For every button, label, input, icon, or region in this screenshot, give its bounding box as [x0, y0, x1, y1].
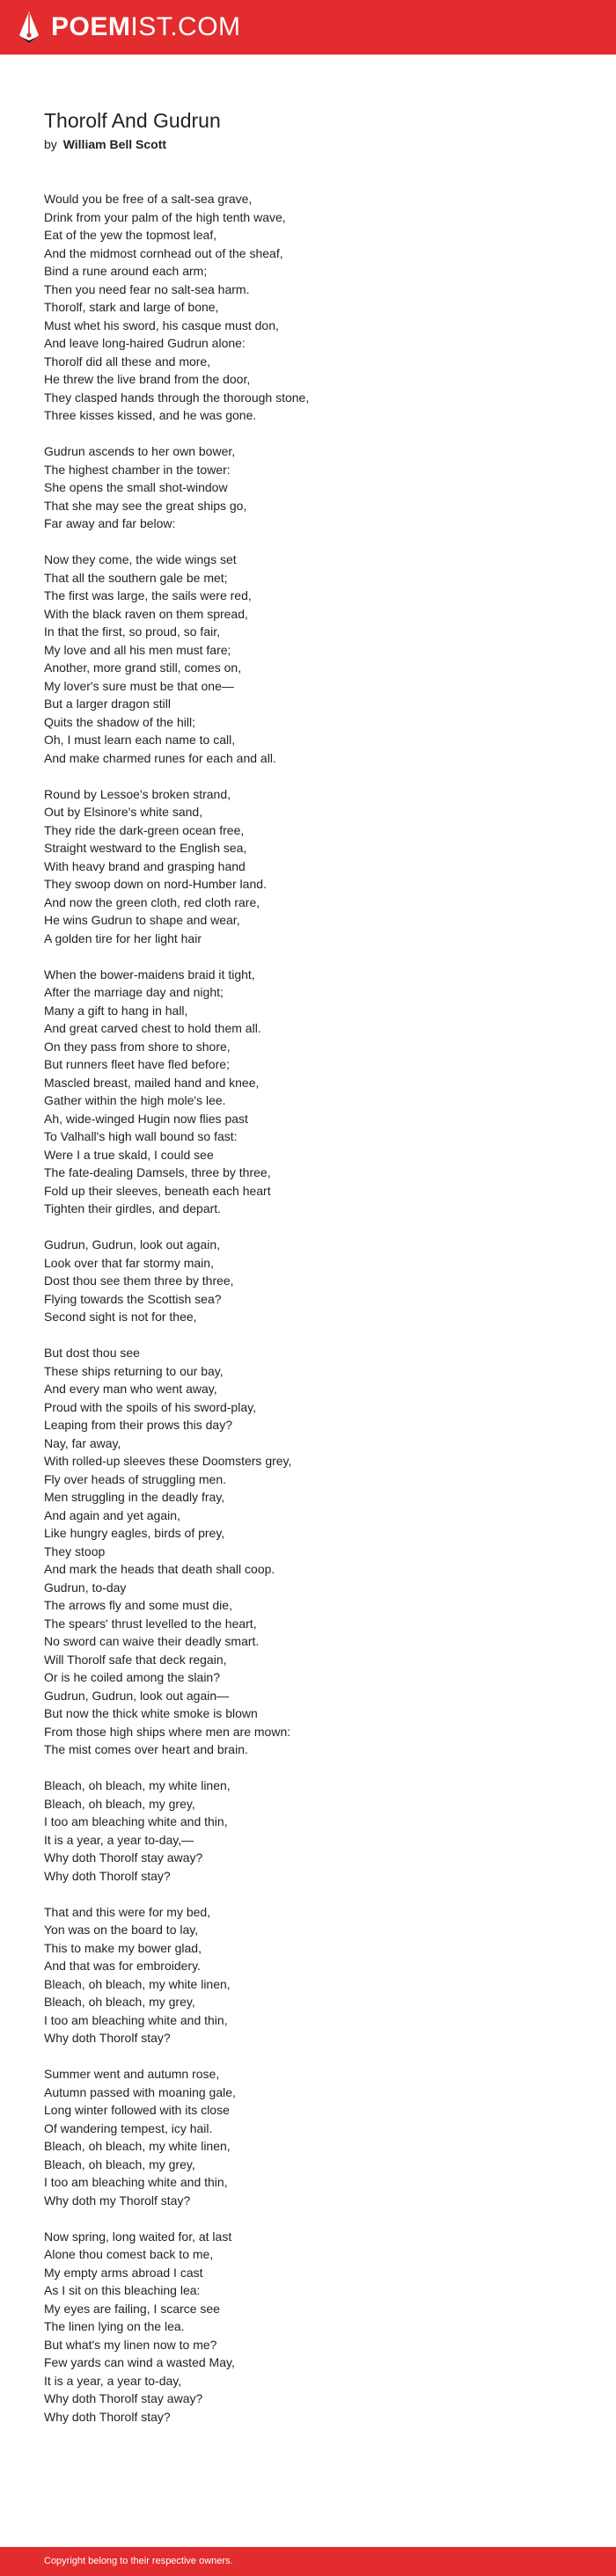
site-logo[interactable]	[18, 11, 241, 44]
poem-line: Will Thorolf safe that deck regain,	[44, 1652, 227, 1667]
poem-line: It is a year, a year to-day,	[44, 2373, 182, 2388]
stanza	[44, 1236, 616, 1326]
poem-line: I too am bleaching white and thin,	[44, 1814, 228, 1828]
poem-line: Bleach, oh bleach, my grey,	[44, 1995, 195, 2009]
poem-line: Why doth my Thorolf stay?	[44, 2193, 191, 2207]
site-header	[0, 0, 616, 55]
poem-line: Men struggling in the deadly fray,	[44, 1490, 225, 1504]
poem-line: I too am bleaching white and thin,	[44, 2175, 228, 2189]
poem-line: Look over that far stormy main,	[44, 1255, 214, 1270]
poem-line: After the marriage day and night;	[44, 985, 224, 999]
poem-line: Flying towards the Scottish sea?	[44, 1291, 222, 1306]
by-label: by	[44, 137, 57, 151]
poem-line: Another, more grand still, comes on,	[44, 660, 242, 675]
poem-line: My love and all his men must fare;	[44, 642, 231, 657]
poem-line: That all the southern gale be met;	[44, 570, 228, 585]
poem-title: Thorolf And Gudrun	[44, 109, 221, 132]
stanza	[44, 1344, 616, 1759]
poem-line: That she may see the great ships go,	[44, 498, 247, 513]
poem-line: Why doth Thorolf stay away?	[44, 2391, 203, 2405]
poem-line: Eat of the yew the topmost leaf,	[44, 228, 217, 242]
poem-line: Why doth Thorolf stay?	[44, 1868, 171, 1883]
poem-line: Many a gift to hang in hall,	[44, 1003, 188, 1018]
poem-line: Of wandering tempest, icy hail.	[44, 2120, 213, 2135]
poem-line: And make charmed runes for each and all.	[44, 750, 276, 765]
poem-line: Round by Lessoe's broken strand,	[44, 786, 231, 801]
poem-line: In that the first, so proud, so fair,	[44, 624, 220, 639]
poem-line: Long winter followed with its close	[44, 2103, 230, 2117]
poem-line: Bleach, oh bleach, my white linen,	[44, 2139, 231, 2153]
poem-line: With heavy brand and grasping hand	[44, 858, 246, 873]
stanza	[44, 2065, 616, 2209]
poem-line: Quits the shadow of the hill;	[44, 714, 195, 729]
poem-line: Drink from your palm of the high tenth wave,	[44, 209, 286, 224]
poem-line: Gudrun, to-day	[44, 1580, 127, 1594]
poem-line: They ride the dark-green ocean free,	[44, 822, 245, 837]
poem-line: The highest chamber in the tower:	[44, 462, 231, 477]
poem-line: Second sight is not for thee,	[44, 1310, 197, 1324]
poem-line: My eyes are failing, I scarce see	[44, 2301, 220, 2316]
poem-line: No sword can waive their deadly smart.	[44, 1634, 260, 1648]
stanza	[44, 785, 616, 948]
poem-line: To Valhall's high wall bound so fast:	[44, 1129, 238, 1143]
stanza	[44, 442, 616, 533]
poem-line: Like hungry eagles, birds of prey,	[44, 1526, 225, 1540]
poem-line: And the midmost cornhead out of the sheaf,	[44, 245, 283, 260]
site-footer	[0, 2547, 616, 2576]
poem-line: Or is he coiled among the slain?	[44, 1670, 220, 1684]
poem-line: They clasped hands through the thorough stone,	[44, 390, 310, 405]
author-link[interactable]: William Bell Scott	[62, 137, 167, 151]
poem-line: Then you need fear no salt-sea harm.	[44, 281, 250, 296]
poem-line: Why doth Thorolf stay away?	[44, 1850, 203, 1864]
poem-line: But a larger dragon still	[44, 697, 171, 711]
poem-line: But what's my linen now to me?	[44, 2337, 217, 2352]
poem-line: And mark the heads that death shall coop.	[44, 1562, 275, 1576]
poem-line: Bleach, oh bleach, my white linen,	[44, 1976, 231, 1991]
poem-line: Bleach, oh bleach, my grey,	[44, 2156, 195, 2171]
poem-line: And great carved chest to hold them all.	[44, 1021, 261, 1035]
poem-line: Thorolf, stark and large of bone,	[44, 300, 219, 314]
poem-line: And now the green cloth, red cloth rare,	[44, 894, 260, 909]
poem-line: Why doth Thorolf stay?	[44, 2031, 171, 2045]
poem-line: Gudrun, Gudrun, look out again,	[44, 1237, 221, 1252]
logo-wordmark: POEMIST.COM	[51, 12, 241, 41]
poem-line: He threw the live brand from the door,	[44, 372, 251, 386]
poem-line: With rolled-up sleeves these Doomsters grey,	[44, 1454, 292, 1468]
poem-line: They stoop	[44, 1543, 106, 1558]
poem-line: The first was large, the sails were red,	[44, 588, 252, 602]
poem-line: Fly over heads of struggling men.	[44, 1471, 226, 1486]
stanza	[44, 966, 616, 1218]
poem-body	[44, 190, 616, 2426]
poem-line: Mascled breast, mailed hand and knee,	[44, 1075, 260, 1090]
poem-line: Fold up their sleeves, beneath each heart	[44, 1183, 271, 1198]
poem-line: Bleach, oh bleach, my grey,	[44, 1796, 195, 1811]
poem-line: But now the thick white smoke is blown	[44, 1706, 258, 1720]
poem-line: Out by Elsinore's white sand,	[44, 805, 203, 819]
poem-line: Summer went and autumn rose,	[44, 2067, 220, 2081]
poem-line: Gudrun, Gudrun, look out again—	[44, 1688, 230, 1703]
poem-line: But runners fleet have fled before;	[44, 1057, 230, 1071]
poem-line: Bind a rune around each arm;	[44, 264, 208, 278]
poem-line: The spears' thrust levelled to the heart,	[44, 1616, 257, 1631]
stanza	[44, 551, 616, 767]
poem-line: Three kisses kissed, and he was gone.	[44, 408, 257, 422]
poem-line: Gudrun ascends to her own bower,	[44, 444, 236, 458]
poem-line: Leaping from their prows this day?	[44, 1418, 232, 1432]
poem-line: The arrows fly and some must die,	[44, 1598, 232, 1612]
poem-line: Nay, far away,	[44, 1435, 121, 1450]
poem-line: Few yards can wind a wasted May,	[44, 2355, 235, 2369]
poem-line: The linen lying on the lea.	[44, 2319, 185, 2333]
poem-line: He wins Gudrun to shape and wear,	[44, 913, 240, 927]
poem-line: And that was for embroidery.	[44, 1959, 201, 1973]
poem-line: Yon was on the board to lay,	[44, 1923, 199, 1937]
poem-line: Were I a true skald, I could see	[44, 1147, 214, 1162]
poem-line: Would you be free of a salt-sea grave,	[44, 192, 253, 206]
poem-byline	[44, 135, 616, 153]
poem-line: They swoop down on nord-Humber land.	[44, 877, 267, 891]
poem-line: Why doth Thorolf stay?	[44, 2409, 171, 2424]
poem-line: Oh, I must learn each name to call,	[44, 733, 236, 747]
poem-line: Far away and far below:	[44, 516, 176, 530]
poem-line: Bleach, oh bleach, my white linen,	[44, 1778, 231, 1792]
pen-nib-icon	[18, 11, 40, 44]
poem-line: I too am bleaching white and thin,	[44, 2012, 228, 2027]
poem-line: It is a year, a year to-day,—	[44, 1832, 194, 1847]
poem-container	[0, 55, 616, 2444]
poem-line: These ships returning to our bay,	[44, 1363, 224, 1378]
stanza	[44, 2228, 616, 2426]
poem-line: With the black raven on them spread,	[44, 606, 248, 621]
poem-line: A golden tire for her light hair	[44, 930, 202, 945]
copyright-text: Copyright belong to their respective owners.	[44, 2556, 233, 2566]
poem-line: My lover's sure must be that one—	[44, 678, 234, 693]
poem-line: Ah, wide-winged Hugin now flies past	[44, 1111, 248, 1126]
poem-line: And every man who went away,	[44, 1382, 217, 1396]
stanza	[44, 1903, 616, 2047]
poem-line: Dost thou see them three by three,	[44, 1273, 234, 1288]
poem-line: My empty arms abroad I cast	[44, 2265, 203, 2280]
poem-line: She opens the small shot-window	[44, 480, 228, 494]
poem-line: But dost thou see	[44, 1346, 140, 1360]
poem-line: As I sit on this bleaching lea:	[44, 2283, 201, 2297]
poem-line: Must whet his sword, his casque must don,	[44, 317, 279, 332]
poem-line: From those high ships where men are mown:	[44, 1724, 291, 1739]
poem-line: When the bower-maidens braid it tight,	[44, 967, 255, 982]
poem-line: Alone thou comest back to me,	[44, 2247, 214, 2261]
poem-line: Autumn passed with moaning gale,	[44, 2084, 236, 2099]
stanza	[44, 190, 616, 425]
poem-line: Proud with the spoils of his sword-play,	[44, 1399, 256, 1414]
poem-line: Now they come, the wide wings set	[44, 552, 237, 566]
poem-line: Tighten their girdles, and depart.	[44, 1201, 222, 1215]
poem-line: The fate-dealing Damsels, three by three,	[44, 1165, 271, 1179]
poem-line: That and this were for my bed,	[44, 1904, 211, 1919]
poem-line: This to make my bower glad,	[44, 1940, 202, 1955]
poem-line: On they pass from shore to shore,	[44, 1039, 231, 1054]
poem-line: Gather within the high mole's lee.	[44, 1093, 226, 1107]
poem-line: Straight westward to the English sea,	[44, 841, 247, 855]
poem-line: Thorolf did all these and more,	[44, 354, 211, 369]
poem-line: Now spring, long waited for, at last	[44, 2229, 232, 2244]
stanza	[44, 1777, 616, 1885]
poem-line: And leave long-haired Gudrun alone:	[44, 336, 246, 350]
poem-line: And again and yet again,	[44, 1507, 180, 1522]
poem-line: The mist comes over heart and brain.	[44, 1742, 248, 1756]
